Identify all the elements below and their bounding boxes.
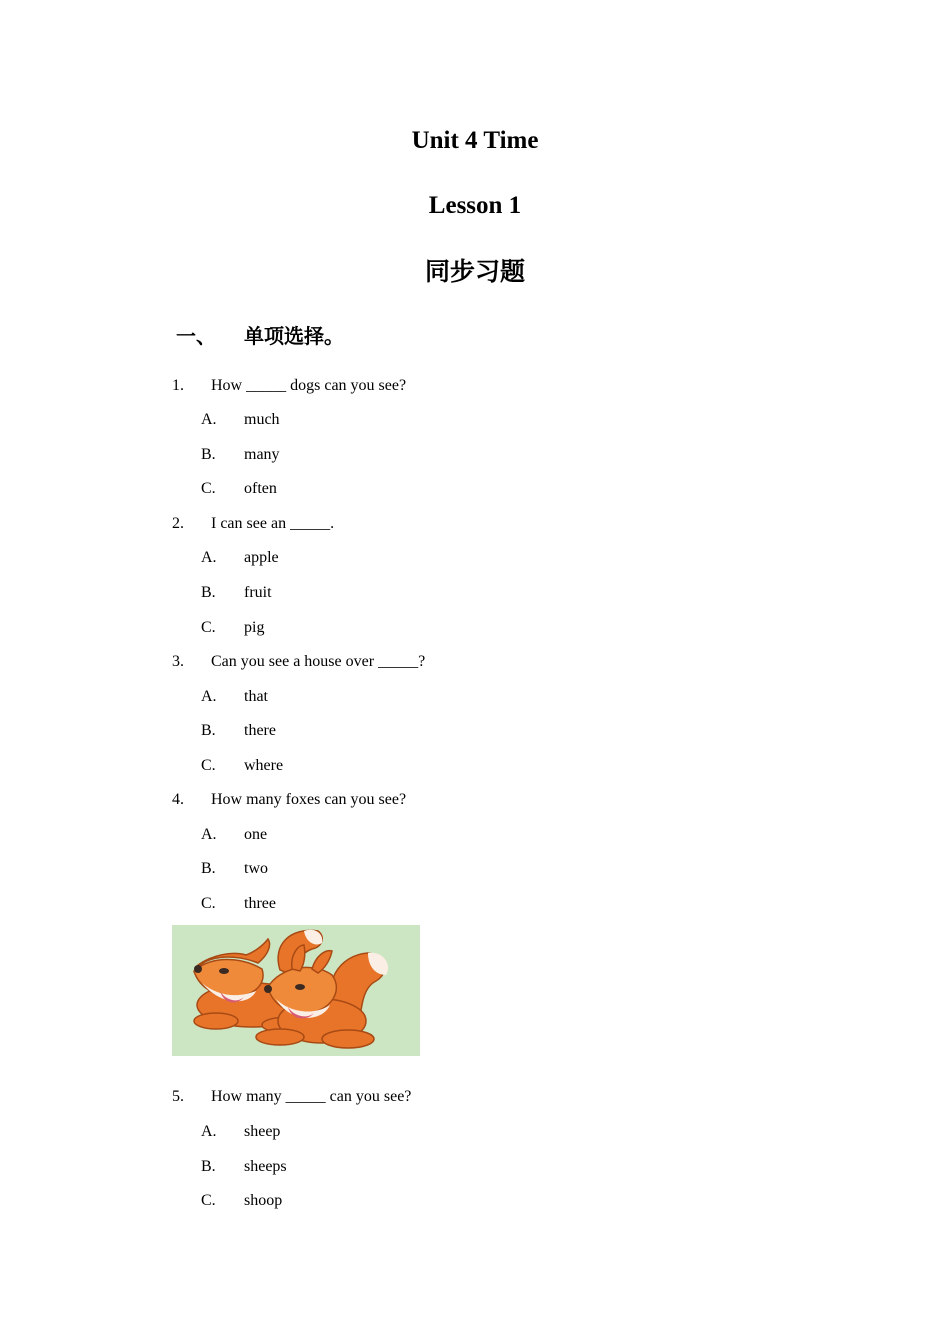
- option-text: often: [244, 480, 277, 497]
- option-letter: B.: [201, 1158, 216, 1175]
- option-letter: C.: [201, 895, 216, 912]
- option-letter: A.: [201, 688, 217, 705]
- option-text: shoop: [244, 1192, 283, 1209]
- question-1: [172, 376, 406, 396]
- section-title: 单项选择。: [244, 324, 344, 348]
- option-text: that: [244, 688, 268, 705]
- option-text: much: [244, 411, 280, 428]
- option-letter: C.: [201, 619, 216, 636]
- option-letter: C.: [201, 480, 216, 497]
- option-text: apple: [244, 549, 279, 566]
- question-2: [172, 514, 334, 534]
- question-text: Can you see a house over _____?: [211, 653, 426, 670]
- question-number: 3.: [172, 653, 184, 670]
- lesson-title: Lesson 1: [428, 192, 522, 219]
- option-2c[interactable]: [201, 618, 264, 638]
- option-text: three: [244, 895, 276, 912]
- option-2b[interactable]: [201, 583, 272, 603]
- question-5: [172, 1087, 411, 1107]
- page-subtitle: 同步习题: [424, 257, 525, 286]
- option-1c[interactable]: [201, 479, 277, 499]
- option-5a[interactable]: [201, 1122, 280, 1142]
- question-4: [172, 790, 406, 810]
- option-2a[interactable]: [201, 548, 279, 568]
- option-text: fruit: [244, 584, 272, 601]
- fox-icon: [172, 925, 420, 1056]
- option-letter: B.: [201, 722, 216, 739]
- option-5c[interactable]: [201, 1191, 282, 1211]
- option-letter: B.: [201, 446, 216, 463]
- option-5b[interactable]: [201, 1157, 287, 1177]
- option-text: where: [244, 757, 284, 774]
- option-letter: A.: [201, 411, 217, 428]
- option-4b[interactable]: [201, 859, 268, 879]
- question-number: 2.: [172, 515, 184, 532]
- unit-title: Unit 4 Time: [411, 127, 539, 154]
- option-text: sheeps: [244, 1158, 287, 1175]
- option-1a[interactable]: [201, 410, 280, 430]
- option-3b[interactable]: [201, 721, 276, 741]
- option-3c[interactable]: [201, 756, 283, 776]
- option-text: there: [244, 722, 276, 739]
- option-letter: A.: [201, 549, 217, 566]
- question-number: 4.: [172, 791, 184, 808]
- option-text: sheep: [244, 1123, 281, 1140]
- option-text: pig: [244, 619, 265, 636]
- option-text: many: [244, 446, 280, 463]
- option-letter: B.: [201, 860, 216, 877]
- question-text: How many _____ can you see?: [211, 1088, 412, 1105]
- question-number: 1.: [172, 377, 184, 394]
- section-heading: [176, 322, 344, 350]
- option-letter: C.: [201, 757, 216, 774]
- option-letter: C.: [201, 1192, 216, 1209]
- question-text: I can see an _____.: [211, 515, 335, 532]
- option-letter: A.: [201, 826, 217, 843]
- option-4a[interactable]: [201, 825, 267, 845]
- question-text: How _____ dogs can you see?: [211, 377, 407, 394]
- question-3: [172, 652, 425, 672]
- option-4c[interactable]: [201, 894, 276, 914]
- question-number: 5.: [172, 1088, 184, 1105]
- question-text: How many foxes can you see?: [211, 791, 407, 808]
- option-1b[interactable]: [201, 445, 280, 465]
- option-letter: A.: [201, 1123, 217, 1140]
- option-text: one: [244, 826, 268, 843]
- option-letter: B.: [201, 584, 216, 601]
- option-3a[interactable]: [201, 687, 268, 707]
- two-foxes-illustration: [172, 925, 420, 1056]
- option-text: two: [244, 860, 268, 877]
- section-number: 一、: [176, 324, 216, 348]
